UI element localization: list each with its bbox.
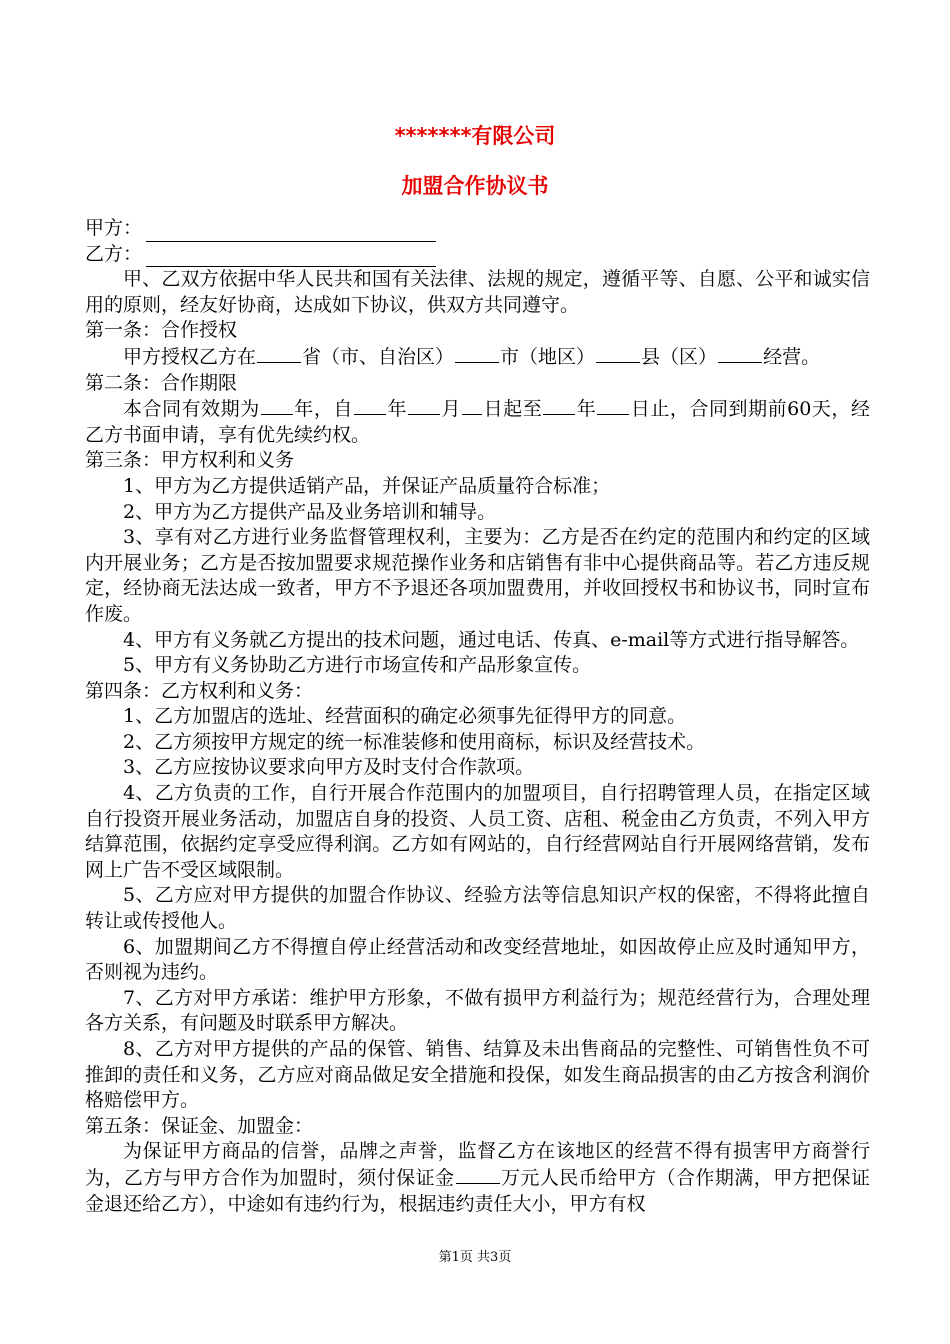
- start-month-blank: [408, 396, 440, 415]
- article-1-heading: 第一条：合作授权: [85, 319, 238, 342]
- company-name: *******有限公司: [394, 124, 556, 148]
- article-4-heading: 第四条：乙方权利和义务：: [85, 679, 314, 702]
- city-blank: [455, 344, 499, 363]
- text-segment: 年: [386, 398, 407, 421]
- text-segment: 县（区）: [641, 345, 718, 368]
- text-segment: 市（地区）: [500, 345, 596, 368]
- article-4-item: 4、乙方负责的工作，自行开展合作范围内的加盟项目，自行招聘管理人员，在指定区域自行投资开展业务活动，加盟店自身的投资、人员工资、店租、税金由乙方负责，不列入甲方结算范围，依据约定享受应得利润。乙方如有网站的，自行经营网站自行开展网络营销，发布网上广告不受区域限制。: [85, 782, 870, 881]
- article-4-item: 8、乙方对甲方提供的产品的保管、销售、结算及未出售商品的完整性、可销售性负不可推卸的责任和义务，乙方应对商品做足安全措施和投保，如发生商品损害的由乙方按含利润价格赔偿甲方。: [85, 1038, 870, 1112]
- article-1-text: [85, 344, 870, 371]
- article-4-item: 6、加盟期间乙方不得擅自停止经营活动和改变经营地址，如因故停止应及时通知甲方，否则视为违约。: [85, 935, 870, 984]
- article-3-item: 2、甲方为乙方提供产品及业务培训和辅导。: [123, 500, 497, 523]
- article-3-item: 1、甲方为乙方提供适销产品，并保证产品质量符合标准；: [123, 474, 611, 497]
- end-year-blank: [543, 396, 575, 415]
- party-b-blank: [146, 246, 436, 267]
- extra-blank: [718, 344, 762, 363]
- deposit-blank: [456, 1165, 500, 1184]
- contract-body: [85, 216, 870, 1217]
- end-day-blank: [597, 396, 629, 415]
- text-segment: 为保证甲方商品的信誉，品牌之声誉，监督乙方在该地区的经营不得有损害甲方商誉行为，乙方与甲方合作为加盟时，须付保证金: [85, 1140, 870, 1189]
- party-b-row: [85, 242, 870, 268]
- article-5-text: [85, 1139, 870, 1217]
- document-title: 加盟合作协议书: [401, 174, 549, 198]
- text-segment: 日起至: [483, 398, 543, 421]
- text-segment: 本合同有效期为: [123, 398, 260, 421]
- article-3-heading: 第三条：甲方权利和义务: [85, 449, 295, 472]
- text-segment: 万元人民币给甲方（合作期满，甲方把保证金退还给乙方），中途如有违约行为，根据违约责任大小，甲方有权: [85, 1166, 870, 1215]
- article-4-item: 1、乙方加盟店的选址、经营面积的确定必须事先征得甲方的同意。: [123, 705, 687, 728]
- text-segment: 日止，合同到期前60天，经乙方书面申请，享有优先续约权。: [85, 398, 870, 446]
- article-4-item: 5、乙方应对甲方提供的加盟合作协议、经验方法等信息知识产权的保密，不得将此擅自转让或传授他人。: [85, 884, 870, 933]
- article-4-item: 3、乙方应按协议要求向甲方及时支付合作款项。: [123, 756, 535, 779]
- article-2-text: [85, 396, 870, 448]
- text-segment: 年: [576, 398, 597, 421]
- party-b-label: 乙方：: [85, 242, 143, 265]
- party-a-row: [85, 216, 870, 242]
- text-segment: 月: [441, 398, 462, 421]
- article-3-item: 5、甲方有义务协助乙方进行市场宣传和产品形象宣传。: [123, 654, 592, 677]
- start-year-blank: [354, 396, 386, 415]
- start-day-blank: [462, 396, 482, 415]
- text-segment: 经营。: [763, 345, 821, 368]
- province-blank: [257, 344, 301, 363]
- intro-paragraph: 甲、乙双方依据中华人民共和国有关法律、法规的规定，遵循平等、自愿、公平和诚实信用的原则，经友好协商，达成如下协议，供双方共同遵守。: [85, 268, 870, 316]
- years-blank: [261, 396, 293, 415]
- article-4-item: 7、乙方对甲方承诺：维护甲方形象，不做有损甲方利益行为；规范经营行为，合理处理各方关系，有问题及时联系甲方解决。: [85, 986, 870, 1035]
- text-segment: 甲方授权乙方在: [123, 345, 257, 368]
- text-segment: 年，自: [293, 398, 353, 421]
- article-3-item: 3、享有对乙方进行业务监督管理权利，主要为：乙方是否在约定的范围内和约定的区域内开展业务；乙方是否按加盟要求规范操作业务和店销售有非中心提供商品等。若乙方违反规定，经协商无法达成一致者，甲方不予退还各项加盟费用，并收回授权书和协议书，同时宣布作废。: [85, 526, 870, 625]
- text-segment: 省（市、自治区）: [302, 345, 455, 368]
- article-5-heading: 第五条：保证金、加盟金：: [85, 1114, 314, 1137]
- county-blank: [596, 344, 640, 363]
- article-4-item: 2、乙方须按甲方规定的统一标准装修和使用商标，标识及经营技术。: [123, 730, 706, 753]
- page-number: 第1页 共3页: [438, 1250, 512, 1265]
- article-3-item: 4、甲方有义务就乙方提出的技术问题，通过电话、传真、e-mail等方式进行指导解答。: [123, 628, 860, 651]
- party-a-label: 甲方：: [85, 217, 143, 239]
- party-a-blank: [146, 221, 436, 242]
- article-2-heading: 第二条：合作期限: [85, 371, 238, 394]
